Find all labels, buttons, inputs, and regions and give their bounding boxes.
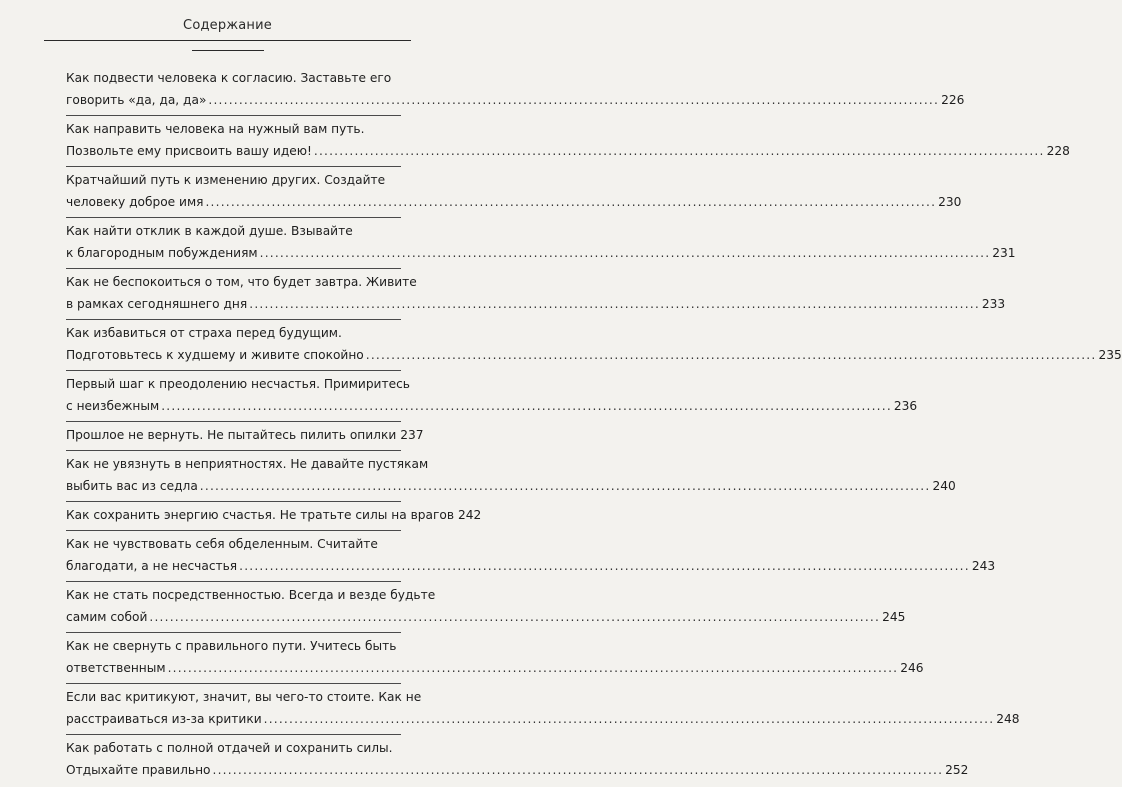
toc-entry (66, 532, 996, 583)
entry-divider (66, 501, 401, 502)
toc-entry-line: Подготовьтесь к худшему и живите спокойно (66, 348, 364, 362)
entry-divider (66, 421, 401, 422)
page-number: 246 (900, 661, 924, 675)
toc-entry (66, 583, 906, 634)
toc-entry (66, 372, 918, 423)
entry-divider (66, 581, 401, 582)
toc-entry (66, 219, 1016, 270)
toc-entry-line: Как не чувствовать себя обделенным. Считайте (66, 537, 378, 551)
toc-entry-line: с неизбежным (66, 399, 160, 413)
entry-divider (66, 268, 401, 269)
toc-entry-leader-row (66, 762, 969, 778)
page-number: 240 (932, 479, 956, 493)
toc-entry-line: Как не увязнуть в неприятностях. Не давайте пустякам (66, 457, 429, 471)
entry-divider (66, 319, 401, 320)
toc-entry-line: Как избавиться от страха перед будущим. (66, 326, 342, 340)
page-number: 230 (938, 195, 962, 209)
dot-leader (208, 92, 939, 108)
toc-entry-line: ответственным (66, 661, 166, 675)
header-short-rule (192, 50, 264, 51)
toc-entry-line: Первый шаг к преодолению несчастья. Примиритесь (66, 377, 410, 391)
toc-entry-leader-row (66, 347, 1122, 363)
page-number: 233 (981, 297, 1006, 311)
dot-leader (213, 762, 944, 778)
toc-entry-leader-row (66, 92, 965, 108)
page-number: 231 (992, 246, 1016, 260)
page-number: 248 (996, 712, 1020, 726)
toc-entry-leader-row (66, 507, 482, 523)
dot-leader (366, 347, 1097, 363)
toc-entry-line: говорить «да, да, да» (66, 93, 207, 107)
dot-leader (314, 143, 1045, 159)
running-head-title: Содержание (183, 18, 272, 33)
page-number: 252 (945, 763, 969, 777)
toc-entry-line: самим собой (66, 610, 148, 624)
dot-leader (249, 296, 980, 312)
toc-entry-line: Если вас критикуют, значит, вы чего-то стоите. Как не (66, 690, 422, 704)
entry-divider (66, 734, 401, 735)
toc-entry-leader-row (66, 143, 1070, 159)
entry-divider (66, 115, 401, 116)
toc-entry-line: Как не беспокоиться о том, что будет завтра. Живите (66, 275, 417, 289)
dot-leader (161, 398, 892, 414)
toc-entry (66, 270, 1006, 321)
dot-leader (264, 711, 995, 727)
toc-entry-line: Как найти отклик в каждой душе. Взывайте (66, 224, 353, 238)
toc-entry (66, 685, 1020, 736)
page-number: 236 (893, 399, 918, 413)
toc-entry (66, 321, 1122, 372)
toc-entry-line: Отдыхайте правильно (66, 763, 211, 777)
page-number: 243 (971, 559, 996, 573)
toc-entry-line: Как подвести человека к согласию. Заставьте его (66, 71, 392, 85)
toc-entry-line: расстраиваться из-за критики (66, 712, 262, 726)
toc-entry (66, 66, 965, 117)
toc-entry-line: Как сохранить энергию счастья. Не тратьте силы на врагов (66, 508, 455, 522)
toc-entry (66, 634, 924, 685)
toc-entry-leader-row (66, 194, 962, 210)
toc-entry-line: благодати, а не несчастья (66, 559, 238, 573)
page-number: 228 (1046, 144, 1070, 158)
toc-entry (66, 736, 969, 787)
dot-leader (239, 558, 970, 574)
toc-entry-line: Как направить человека на нужный вам путь. (66, 122, 365, 136)
toc-entry-line: Кратчайший путь к изменению других. Создайте (66, 173, 386, 187)
toc-entry-leader-row (66, 711, 1020, 727)
toc-entry (66, 117, 1070, 168)
entry-divider (66, 217, 401, 218)
toc-entry-line: Как не стать посредственностью. Всегда и везде будьте (66, 588, 436, 602)
toc-entry (66, 452, 956, 503)
toc-entry-leader-row (66, 245, 1016, 261)
toc-entry-line: выбить вас из седла (66, 479, 198, 493)
dot-leader (205, 194, 936, 210)
header-rule (44, 40, 411, 41)
toc-entry-line: Прошлое не вернуть. Не пытайтесь пилить опилки (66, 428, 397, 442)
toc-entry-line: к благородным побуждениям (66, 246, 258, 260)
entry-divider (66, 632, 401, 633)
toc-entry (66, 503, 482, 532)
entry-divider (66, 370, 401, 371)
dot-leader (168, 660, 899, 676)
dot-leader (260, 245, 991, 261)
entry-divider (66, 450, 401, 451)
toc-entry-line: Как работать с полной отдачей и сохранить силы. (66, 741, 393, 755)
toc-entry (66, 423, 424, 452)
toc-entry (66, 168, 962, 219)
toc-entry-line: Позвольте ему присвоить вашу идею! (66, 144, 312, 158)
toc-entry-leader-row (66, 427, 424, 443)
entry-divider (66, 166, 401, 167)
toc-entry-line: человеку доброе имя (66, 195, 204, 209)
toc-entry-line: в рамках сегодняшнего дня (66, 297, 248, 311)
toc-entry-leader-row (66, 296, 1006, 312)
page-number: 235 (1098, 348, 1122, 362)
entry-divider (66, 683, 401, 684)
entry-divider (66, 530, 401, 531)
page-number: 245 (882, 610, 906, 624)
toc-entry-leader-row (66, 558, 996, 574)
page-number: 226 (941, 93, 965, 107)
dot-leader (200, 478, 931, 494)
page-number: 237 (400, 428, 424, 442)
toc-entry-line: Как не свернуть с правильного пути. Учитесь быть (66, 639, 397, 653)
page-number: 242 (458, 508, 482, 522)
toc-entry-leader-row (66, 398, 918, 414)
toc-entry-leader-row (66, 660, 924, 676)
dot-leader (149, 609, 880, 625)
toc-entry-leader-row (66, 478, 956, 494)
toc-entry-leader-row (66, 609, 906, 625)
